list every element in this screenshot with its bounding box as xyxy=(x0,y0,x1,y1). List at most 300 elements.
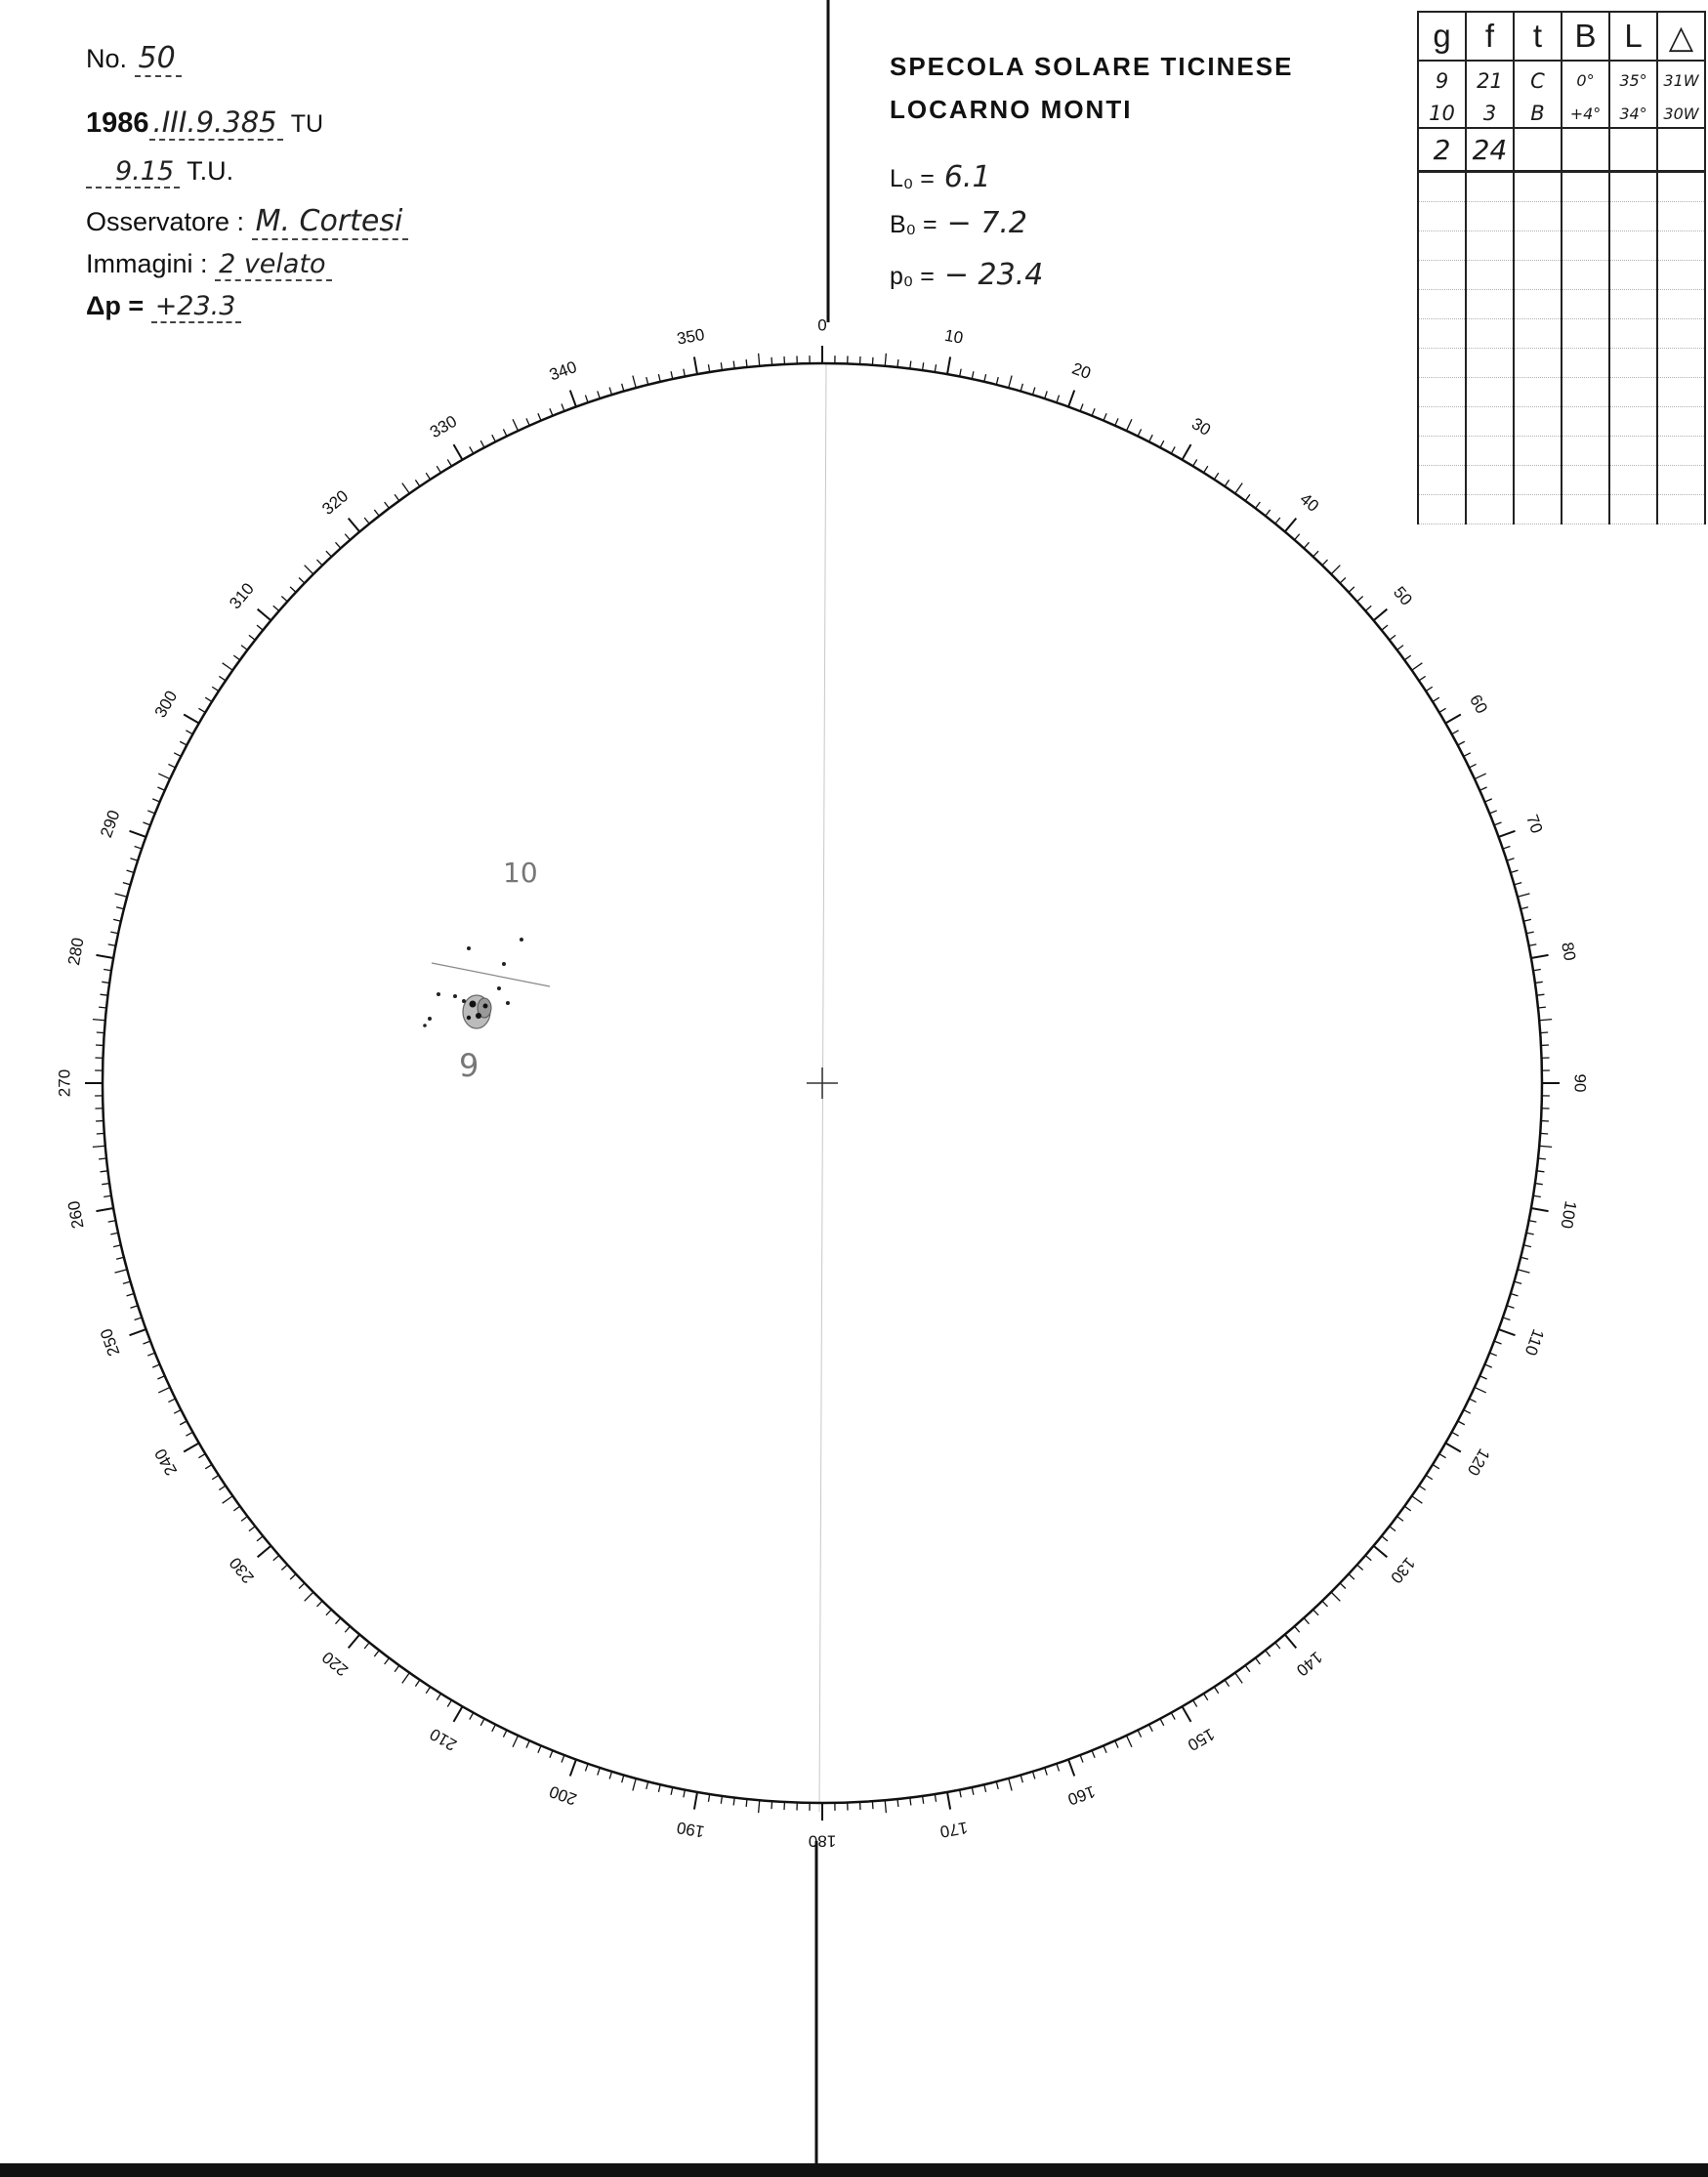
scale-tick xyxy=(1475,774,1486,778)
scale-tick xyxy=(1160,1719,1164,1726)
scale-tick xyxy=(108,944,116,946)
scale-tick xyxy=(127,1293,135,1295)
sunspot xyxy=(502,962,506,966)
scale-label: 150 xyxy=(1184,1724,1219,1755)
scale-tick xyxy=(1419,1486,1426,1489)
scale-tick xyxy=(1245,1665,1250,1671)
scale-tick xyxy=(1160,440,1164,447)
scale-tick xyxy=(130,831,146,837)
scale-tick xyxy=(349,1635,360,1649)
scale-tick xyxy=(492,435,496,441)
scale-tick xyxy=(174,1410,181,1414)
scale-tick xyxy=(646,1781,648,1789)
scale-tick xyxy=(186,1432,192,1436)
scale-tick xyxy=(746,359,747,367)
p0-value: − 23.4 xyxy=(943,258,1044,292)
scale-tick xyxy=(135,1318,143,1320)
sheet-number-label: No. xyxy=(86,44,128,73)
scale-tick xyxy=(1419,676,1426,680)
scale-tick xyxy=(1511,1293,1519,1295)
scale-tick xyxy=(1426,687,1433,691)
table-cell: 31W xyxy=(1657,61,1705,101)
scale-tick xyxy=(345,534,350,540)
images-value: 2 velato xyxy=(215,249,332,281)
table-cell: 3 xyxy=(1466,101,1514,128)
scale-tick xyxy=(135,846,143,849)
scale-tick xyxy=(658,374,660,382)
scale-tick xyxy=(1245,494,1250,500)
scale-tick xyxy=(273,1556,279,1561)
b0-label: B₀ = xyxy=(890,211,937,238)
scale-tick xyxy=(609,1772,611,1779)
l0-value: 6.1 xyxy=(943,160,991,194)
b0-value: − 7.2 xyxy=(946,206,1027,240)
scale-tick xyxy=(526,418,529,425)
scale-tick xyxy=(374,510,379,516)
scale-tick xyxy=(1365,1556,1371,1561)
scale-label: 270 xyxy=(55,1068,74,1098)
scale-tick xyxy=(147,1353,154,1356)
scale-tick xyxy=(1235,1673,1242,1684)
scale-tick xyxy=(1126,419,1131,431)
scale-tick xyxy=(470,1713,474,1720)
scale-tick xyxy=(212,687,219,691)
scale-tick xyxy=(923,362,924,370)
scale-tick xyxy=(249,635,255,640)
scale-tick xyxy=(1503,1318,1511,1320)
scale-tick xyxy=(385,502,390,508)
scale-tick xyxy=(1295,1626,1300,1632)
scale-tick xyxy=(1390,1527,1396,1531)
scale-tick xyxy=(1531,955,1549,958)
scale-tick xyxy=(123,883,131,885)
scale-tick xyxy=(646,377,648,385)
scale-tick xyxy=(223,1496,233,1503)
scale-tick xyxy=(1045,391,1047,398)
scale-tick xyxy=(562,403,564,410)
l0-label: L₀ = xyxy=(890,165,935,192)
scale-tick xyxy=(1479,1376,1486,1379)
scale-tick xyxy=(305,1592,313,1601)
scale-tick xyxy=(97,1133,104,1134)
sunspot xyxy=(520,938,523,942)
scale-label: 30 xyxy=(1188,413,1214,440)
scale-tick xyxy=(1531,1208,1549,1211)
scale-label: 40 xyxy=(1296,489,1323,516)
table-cell: 9 xyxy=(1418,61,1466,101)
scale-tick xyxy=(1266,510,1271,516)
scale-tick xyxy=(1331,565,1340,574)
scale-tick xyxy=(622,384,624,392)
scale-tick xyxy=(1523,1245,1531,1247)
scale-tick xyxy=(1433,697,1439,701)
scale-tick xyxy=(281,1565,287,1570)
scale-tick xyxy=(152,799,159,802)
scale-tick xyxy=(364,518,369,523)
scale-tick xyxy=(1032,1772,1034,1779)
scale-tick xyxy=(1503,846,1511,849)
scale-tick xyxy=(947,1792,950,1810)
scale-tick xyxy=(694,356,697,374)
scale-tick xyxy=(759,354,760,366)
scale-tick xyxy=(1204,1694,1208,1700)
scale-tick xyxy=(1183,444,1191,460)
scale-tick xyxy=(910,361,911,369)
scale-tick xyxy=(1537,1171,1545,1172)
scale-tick xyxy=(223,663,233,670)
scale-tick xyxy=(1404,1506,1410,1511)
scale-tick xyxy=(374,1651,379,1656)
scale-tick xyxy=(454,1706,463,1722)
scale-tick xyxy=(233,1506,239,1511)
scale-label: 280 xyxy=(63,936,88,967)
scale-label: 90 xyxy=(1570,1073,1590,1093)
scale-tick xyxy=(1032,388,1034,396)
scale-tick xyxy=(1540,1133,1548,1134)
scale-tick xyxy=(960,1789,962,1797)
scale-tick xyxy=(1458,741,1465,745)
col-header-g: g xyxy=(1418,12,1466,61)
scale-tick xyxy=(1235,483,1242,494)
scale-tick xyxy=(1526,1233,1534,1235)
scale-tick xyxy=(305,565,313,574)
scale-label: 70 xyxy=(1522,812,1547,836)
scale-tick xyxy=(152,1364,159,1367)
scale-tick xyxy=(996,1781,998,1789)
scale-label: 50 xyxy=(1390,582,1416,609)
table-cell: 30W xyxy=(1657,101,1705,128)
scale-tick xyxy=(273,606,279,610)
scale-tick xyxy=(1433,1465,1439,1469)
scale-tick xyxy=(1340,1583,1346,1589)
col-header-L: L xyxy=(1609,12,1657,61)
scale-tick xyxy=(984,374,986,382)
scale-tick xyxy=(1322,1601,1328,1607)
scale-tick xyxy=(1021,1775,1022,1782)
scale-tick xyxy=(1193,459,1197,466)
scale-label: 350 xyxy=(675,324,706,349)
scale-tick xyxy=(872,357,873,365)
scale-tick xyxy=(316,560,322,565)
scale-tick xyxy=(290,587,296,592)
scale-label: 80 xyxy=(1558,941,1580,963)
scale-tick xyxy=(205,1465,212,1469)
sunspot-umbra xyxy=(470,1001,477,1008)
scale-tick xyxy=(1340,577,1346,583)
scale-tick xyxy=(622,1775,624,1782)
scale-tick xyxy=(609,388,611,396)
scale-tick xyxy=(708,1794,709,1802)
center-cross xyxy=(807,1068,838,1099)
scale-tick xyxy=(326,1610,331,1615)
scale-label: 140 xyxy=(1292,1648,1326,1680)
scale-tick xyxy=(198,1454,205,1458)
scale-tick xyxy=(130,858,138,860)
scale-tick xyxy=(935,364,936,372)
scale-tick xyxy=(1499,1329,1516,1335)
scale-label: 20 xyxy=(1069,358,1094,383)
scale-tick xyxy=(935,1794,936,1802)
scale-tick xyxy=(104,1195,111,1196)
scale-tick xyxy=(108,1221,116,1223)
scale-tick xyxy=(513,419,518,431)
scale-tick xyxy=(349,519,360,532)
observer-value: M. Cortesi xyxy=(252,204,409,240)
scale-tick xyxy=(241,1517,247,1522)
scale-tick xyxy=(426,1687,430,1694)
scale-tick xyxy=(1357,1565,1363,1570)
total-groups: 2 xyxy=(1418,128,1466,172)
scale-tick xyxy=(257,1536,263,1541)
scale-tick xyxy=(598,391,600,398)
scale-tick xyxy=(538,413,541,420)
scale-tick xyxy=(1540,1032,1548,1033)
scan-bottom-edge xyxy=(0,2163,1708,2177)
scale-tick xyxy=(102,1184,109,1185)
scale-label: 310 xyxy=(226,579,258,613)
scale-tick xyxy=(1275,518,1280,523)
scale-tick xyxy=(1518,1270,1530,1273)
scale-tick xyxy=(290,1574,296,1579)
scale-tick xyxy=(733,361,734,369)
scale-tick xyxy=(123,1281,131,1283)
scale-tick xyxy=(1445,715,1461,724)
scale-tick xyxy=(110,932,118,934)
scale-tick xyxy=(759,1800,760,1813)
scale-tick xyxy=(771,357,772,365)
scale-tick xyxy=(1214,473,1218,480)
scale-tick xyxy=(116,1257,124,1259)
scale-tick xyxy=(168,1399,175,1402)
scale-tick xyxy=(1535,1184,1543,1185)
scale-tick xyxy=(1533,1195,1541,1196)
scale-label: 210 xyxy=(426,1724,461,1755)
scale-tick xyxy=(1412,663,1423,670)
sunspot xyxy=(462,999,466,1003)
scale-tick xyxy=(570,391,576,407)
scale-tick xyxy=(550,408,553,415)
scale-label: 170 xyxy=(938,1818,970,1842)
scale-tick xyxy=(447,1700,451,1707)
scale-tick xyxy=(885,1800,886,1813)
scale-label: 120 xyxy=(1463,1444,1494,1480)
scale-tick xyxy=(897,1799,898,1807)
scale-tick xyxy=(1225,1680,1229,1687)
scale-tick xyxy=(326,551,331,557)
scale-tick xyxy=(1514,1281,1521,1283)
scale-tick xyxy=(1489,1353,1496,1356)
scale-tick xyxy=(1535,982,1543,983)
scale-tick xyxy=(99,1158,106,1159)
scale-tick xyxy=(570,1760,576,1777)
scale-tick xyxy=(180,1421,187,1425)
scale-tick xyxy=(684,369,686,377)
scale-tick xyxy=(1445,1444,1461,1452)
table-cell: +4° xyxy=(1562,101,1609,128)
scale-tick xyxy=(1138,1730,1142,1737)
time-value: 9.15 xyxy=(86,156,180,188)
scale-tick xyxy=(1313,1610,1318,1615)
scale-tick xyxy=(113,1245,121,1247)
scale-tick xyxy=(1149,1725,1153,1732)
scale-tick xyxy=(1171,1713,1175,1720)
scale-label: 260 xyxy=(63,1199,88,1231)
scale-tick xyxy=(492,1725,496,1732)
scale-tick xyxy=(1382,625,1388,630)
scale-tick xyxy=(1538,1158,1546,1159)
scale-tick xyxy=(538,1745,541,1752)
scale-tick xyxy=(1304,1618,1309,1624)
observer-label: Osservatore : xyxy=(86,207,245,236)
scale-tick xyxy=(454,444,463,460)
scale-tick xyxy=(897,359,898,367)
sunspot xyxy=(497,986,501,990)
scale-tick xyxy=(1412,1496,1423,1503)
scale-tick xyxy=(598,1768,600,1776)
scale-tick xyxy=(233,655,239,660)
scale-tick xyxy=(415,1680,419,1687)
scale-tick xyxy=(157,787,164,790)
scale-tick xyxy=(1285,519,1297,532)
scale-tick xyxy=(1464,1410,1471,1414)
scale-tick xyxy=(585,396,588,403)
scale-tick xyxy=(526,1740,529,1747)
scale-tick xyxy=(299,577,305,583)
scale-tick xyxy=(1499,831,1516,837)
scale-tick xyxy=(1507,1306,1515,1308)
scale-tick xyxy=(147,811,154,814)
scale-tick xyxy=(1533,969,1541,970)
scale-tick xyxy=(257,625,263,630)
sunspot xyxy=(437,992,440,996)
scale-label: 290 xyxy=(97,808,124,841)
images-label: Immagini : xyxy=(86,249,208,278)
table-cell: 21 xyxy=(1466,61,1514,101)
scale-tick xyxy=(101,994,108,995)
scale-label: 340 xyxy=(547,357,580,385)
scale-tick xyxy=(1009,1779,1012,1791)
scale-tick xyxy=(93,1020,105,1021)
scale-tick xyxy=(1256,502,1261,508)
scale-tick xyxy=(102,982,109,983)
scale-tick xyxy=(180,741,187,745)
group-label-9: 9 xyxy=(459,1047,479,1084)
scale-tick xyxy=(910,1798,911,1806)
scale-tick xyxy=(97,1032,104,1033)
scale-tick xyxy=(1397,1517,1403,1522)
scale-tick xyxy=(1528,1221,1536,1223)
scale-tick xyxy=(1365,606,1371,610)
scale-tick xyxy=(99,1007,106,1008)
scale-tick xyxy=(1068,1760,1074,1777)
scale-tick xyxy=(1404,655,1410,660)
scale-tick xyxy=(104,969,111,970)
scale-tick xyxy=(1439,1454,1446,1458)
scale-tick xyxy=(1374,609,1388,621)
date-suffix: TU xyxy=(290,110,324,138)
scale-tick xyxy=(1126,1736,1131,1747)
scale-tick xyxy=(771,1801,772,1809)
scale-tick xyxy=(1382,1536,1388,1541)
scale-tick xyxy=(415,480,419,486)
scale-tick xyxy=(1080,1755,1083,1762)
scale-tick xyxy=(1475,1387,1486,1392)
scale-tick xyxy=(1057,1764,1060,1772)
scale-tick xyxy=(1397,646,1403,650)
scale-label: 10 xyxy=(942,325,965,348)
scale-tick xyxy=(1225,480,1229,486)
scale-tick xyxy=(1068,391,1074,407)
scale-tick xyxy=(1484,799,1491,802)
scale-tick xyxy=(1357,596,1363,601)
scale-tick xyxy=(1331,1592,1340,1601)
scale-tick xyxy=(184,1444,199,1452)
scale-tick xyxy=(426,473,430,480)
scale-tick xyxy=(402,1673,409,1684)
table-cell: C xyxy=(1514,61,1562,101)
col-header-delta: △ xyxy=(1657,12,1705,61)
scale-label: 180 xyxy=(808,1831,837,1851)
total-spots: 24 xyxy=(1466,128,1514,172)
scale-label: 160 xyxy=(1064,1781,1098,1809)
scale-tick xyxy=(708,364,709,372)
scale-tick xyxy=(1538,1007,1546,1008)
scale-label: 240 xyxy=(150,1444,182,1480)
scale-tick xyxy=(1183,1706,1191,1722)
scale-tick xyxy=(1528,944,1536,946)
scale-label: 200 xyxy=(547,1781,580,1809)
date-year: 1986 xyxy=(86,107,149,139)
col-header-B: B xyxy=(1562,12,1609,61)
scale-tick xyxy=(258,609,271,621)
scale-tick xyxy=(1295,534,1300,540)
scale-tick xyxy=(470,446,474,453)
scale-tick xyxy=(972,1787,974,1795)
scale-tick xyxy=(1494,822,1501,825)
scale-tick xyxy=(1193,1700,1197,1707)
scale-tick xyxy=(1009,376,1012,389)
scale-tick xyxy=(1104,1745,1106,1752)
scale-tick xyxy=(1521,907,1528,909)
scale-tick xyxy=(1523,919,1531,921)
scale-tick xyxy=(1489,811,1496,814)
scale-tick xyxy=(1285,1635,1297,1649)
scale-tick xyxy=(1539,1146,1552,1147)
scale-tick xyxy=(746,1799,747,1807)
scale-tick xyxy=(550,1750,553,1757)
scale-tick xyxy=(960,369,962,377)
scale-tick xyxy=(1484,1364,1491,1367)
delta-p-label: Δp = xyxy=(86,291,145,320)
scale-tick xyxy=(1479,787,1486,790)
scale-tick xyxy=(503,429,507,436)
scale-tick xyxy=(1149,435,1153,441)
scale-tick xyxy=(984,1784,986,1792)
p0-label: p₀ = xyxy=(890,263,935,290)
scale-tick xyxy=(513,1736,518,1747)
scale-tick xyxy=(1518,894,1530,897)
scale-tick xyxy=(113,919,121,921)
scale-tick xyxy=(633,1779,636,1791)
scale-tick xyxy=(684,1789,686,1797)
scale-tick xyxy=(96,1208,113,1211)
scale-tick xyxy=(671,1787,673,1795)
scale-tick xyxy=(996,377,998,385)
scale-tick xyxy=(1390,635,1396,640)
scale-tick xyxy=(174,753,181,757)
scale-tick xyxy=(1469,764,1476,768)
scale-tick xyxy=(110,1233,118,1235)
